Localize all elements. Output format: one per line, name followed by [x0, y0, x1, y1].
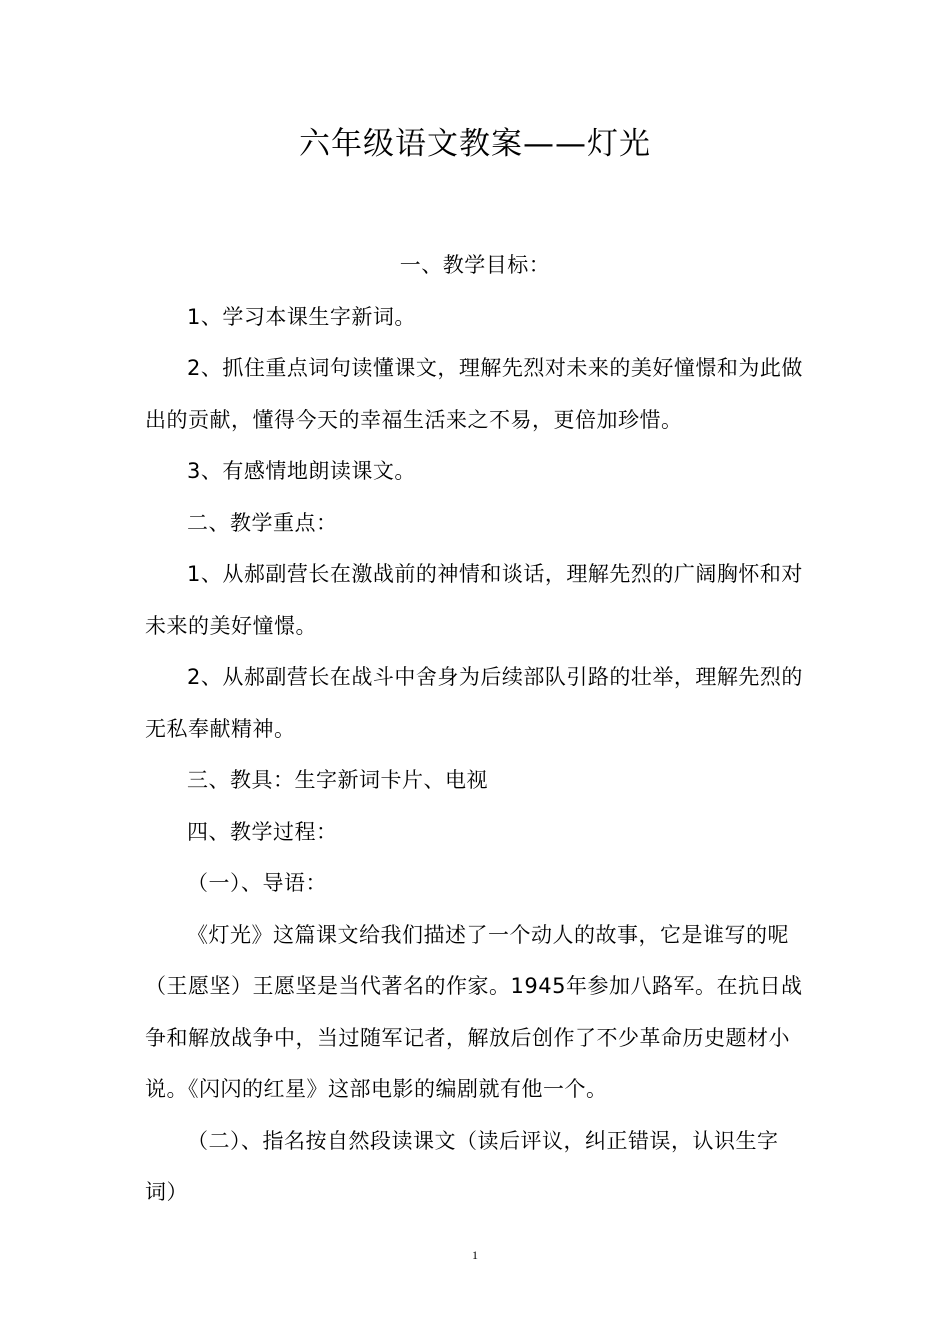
- paragraph: 2、从郝副营长在战斗中舍身为后续部队引路的壮举，理解先烈的无私奉献精神。: [145, 665, 803, 741]
- document-body: [145, 240, 805, 1219]
- section-heading-key-points: 二、教学重点：: [187, 510, 338, 535]
- section-heading-objectives: 一、教学目标：: [399, 253, 551, 277]
- paragraph: 2、抓住重点词句读懂课文，理解先烈对未来的美好憧憬和为此做出的贡献，懂得今天的幸福生活来之不易，更倍加珍惜。: [145, 356, 803, 432]
- section-heading-materials: 三、教具：生字新词卡片、电视: [187, 768, 488, 792]
- paragraph: 《灯光》这篇课文给我们描述了一个动人的故事，它是谁写的呢（王愿坚）王愿坚是当代著名的作家。1945年参加八路军。在抗日战争和解放战争中，当过随军记者，解放后创作了不少革命历史题材小说。《闪闪的红星》这部电影的编剧就有他一个。: [145, 922, 803, 1101]
- document-title: 六年级语文教案——灯光: [299, 126, 651, 162]
- paragraph: 1、学习本课生字新词。: [187, 304, 416, 329]
- page-number: 1: [472, 1248, 478, 1262]
- paragraph: 3、有感情地朗读课文。: [187, 459, 416, 483]
- paragraph: （二）、指名按自然段读课文（读后评议，纠正错误，认识生字词）: [145, 1128, 779, 1204]
- subsection-heading-intro: （一）、导语：: [187, 871, 327, 895]
- section-heading-process: 四、教学过程：: [187, 819, 338, 844]
- paragraph: 1、从郝副营长在激战前的神情和谈话，理解先烈的广阔胸怀和对未来的美好憧憬。: [145, 562, 803, 638]
